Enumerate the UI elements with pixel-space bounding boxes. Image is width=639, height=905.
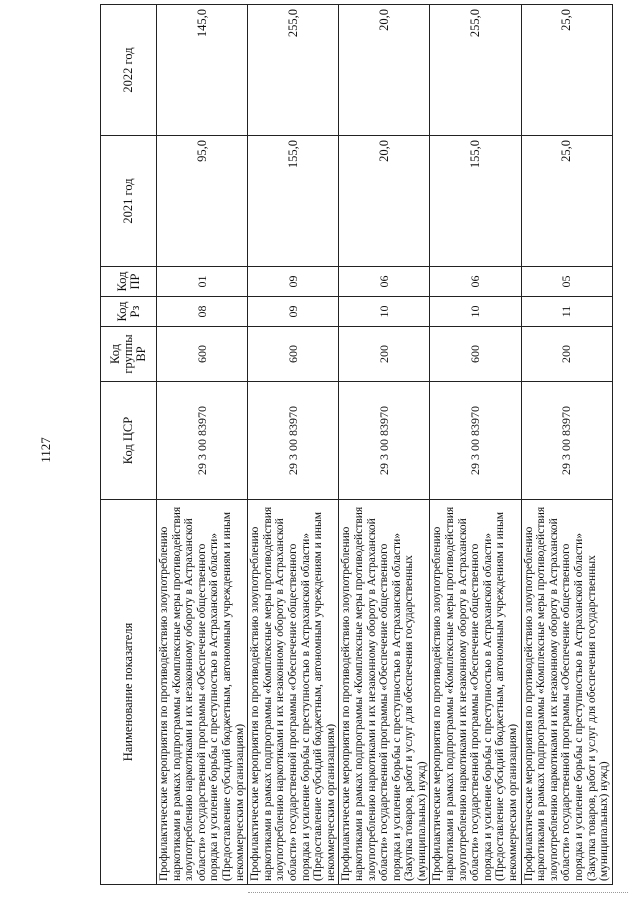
header-name: Наименование показателя	[101, 500, 157, 885]
row-pr: 05	[521, 267, 612, 297]
header-vr: Код группы ВР	[101, 327, 157, 382]
header-2022: 2022 год	[101, 5, 157, 136]
row-vr: 200	[339, 327, 430, 382]
row-pr: 01	[157, 267, 248, 297]
table-row	[157, 5, 248, 885]
row-rz: 10	[339, 297, 430, 327]
row-2022: 255,0	[248, 5, 339, 136]
scan-edge-line	[248, 892, 628, 893]
row-2021: 155,0	[430, 136, 521, 267]
row-2021: 25,0	[521, 136, 612, 267]
budget-table-page	[100, 5, 630, 885]
row-2021: 20,0	[339, 136, 430, 267]
header-rz: Код Рз	[101, 297, 157, 327]
header-pr: Код ПР	[101, 267, 157, 297]
page-number: 1127	[38, 437, 53, 463]
table-row	[521, 5, 612, 885]
row-rz: 11	[521, 297, 612, 327]
row-vr: 600	[430, 327, 521, 382]
row-2021: 95,0	[157, 136, 248, 267]
row-2022: 145,0	[157, 5, 248, 136]
row-pr: 06	[430, 267, 521, 297]
row-2022: 20,0	[339, 5, 430, 136]
row-csr: 29 3 00 83970	[521, 382, 612, 500]
row-csr: 29 3 00 83970	[430, 382, 521, 500]
row-pr: 09	[248, 267, 339, 297]
row-pr: 06	[339, 267, 430, 297]
row-name: Профилактические мероприятия по противодействию злоупотреблению наркотиками в рамках подпрограммы «Комплексные меры противодействия злоупотреблению наркотиками и их незаконному обороту в Астраханской области» государственной программы «Обеспечение общественного порядка и усиление борьбы с преступностью в Астраханской области» (Закупка товаров, работ и услуг для обеспечения государственных (муниципальных) нужд)	[339, 500, 430, 885]
budget-table	[100, 4, 613, 885]
row-csr: 29 3 00 83970	[248, 382, 339, 500]
row-name: Профилактические мероприятия по противодействию злоупотреблению наркотиками в рамках подпрограммы «Комплексные меры противодействия злоупотреблению наркотиками и их незаконному обороту в Астраханской области» государственной программы «Обеспечение общественного порядка и усиление борьбы с преступностью в Астраханской области» (Предоставление субсидий бюджетным, автономным учреждениям и иным некоммерческим организациям)	[248, 500, 339, 885]
table-row	[430, 5, 521, 885]
row-2022: 25,0	[521, 5, 612, 136]
row-rz: 08	[157, 297, 248, 327]
header-2021: 2021 год	[101, 136, 157, 267]
row-csr: 29 3 00 83970	[339, 382, 430, 500]
row-2021: 155,0	[248, 136, 339, 267]
row-vr: 600	[248, 327, 339, 382]
row-name: Профилактические мероприятия по противодействию злоупотреблению наркотиками в рамках подпрограммы «Комплексные меры противодействия злоупотреблению наркотиками и их незаконному обороту в Астраханской области» государственной программы «Обеспечение общественного порядка и усиление борьбы с преступностью в Астраханской области» (Предоставление субсидий бюджетным, автономным учреждениям и иным некоммерческим организациям)	[157, 500, 248, 885]
row-csr: 29 3 00 83970	[157, 382, 248, 500]
row-rz: 10	[430, 297, 521, 327]
row-name: Профилактические мероприятия по противодействию злоупотреблению наркотиками в рамках подпрограммы «Комплексные меры противодействия злоупотреблению наркотиками и их незаконному обороту в Астраханской области» государственной программы «Обеспечение общественного порядка и усиление борьбы с преступностью в Астраханской области» (Закупка товаров, работ и услуг для обеспечения государственных (муниципальных) нужд)	[521, 500, 612, 885]
header-csr: Код ЦСР	[101, 382, 157, 500]
table-header-row	[101, 5, 157, 885]
row-vr: 200	[521, 327, 612, 382]
row-vr: 600	[157, 327, 248, 382]
row-rz: 09	[248, 297, 339, 327]
table-row	[248, 5, 339, 885]
row-name: Профилактические мероприятия по противодействию злоупотреблению наркотиками в рамках подпрограммы «Комплексные меры противодействия злоупотреблению наркотиками и их незаконному обороту в Астраханской области» государственной программы «Обеспечение общественного порядка и усиление борьбы с преступностью в Астраханской области» (Предоставление субсидий бюджетным, автономным учреждениям и иным некоммерческим организациям)	[430, 500, 521, 885]
row-2022: 255,0	[430, 5, 521, 136]
table-row	[339, 5, 430, 885]
